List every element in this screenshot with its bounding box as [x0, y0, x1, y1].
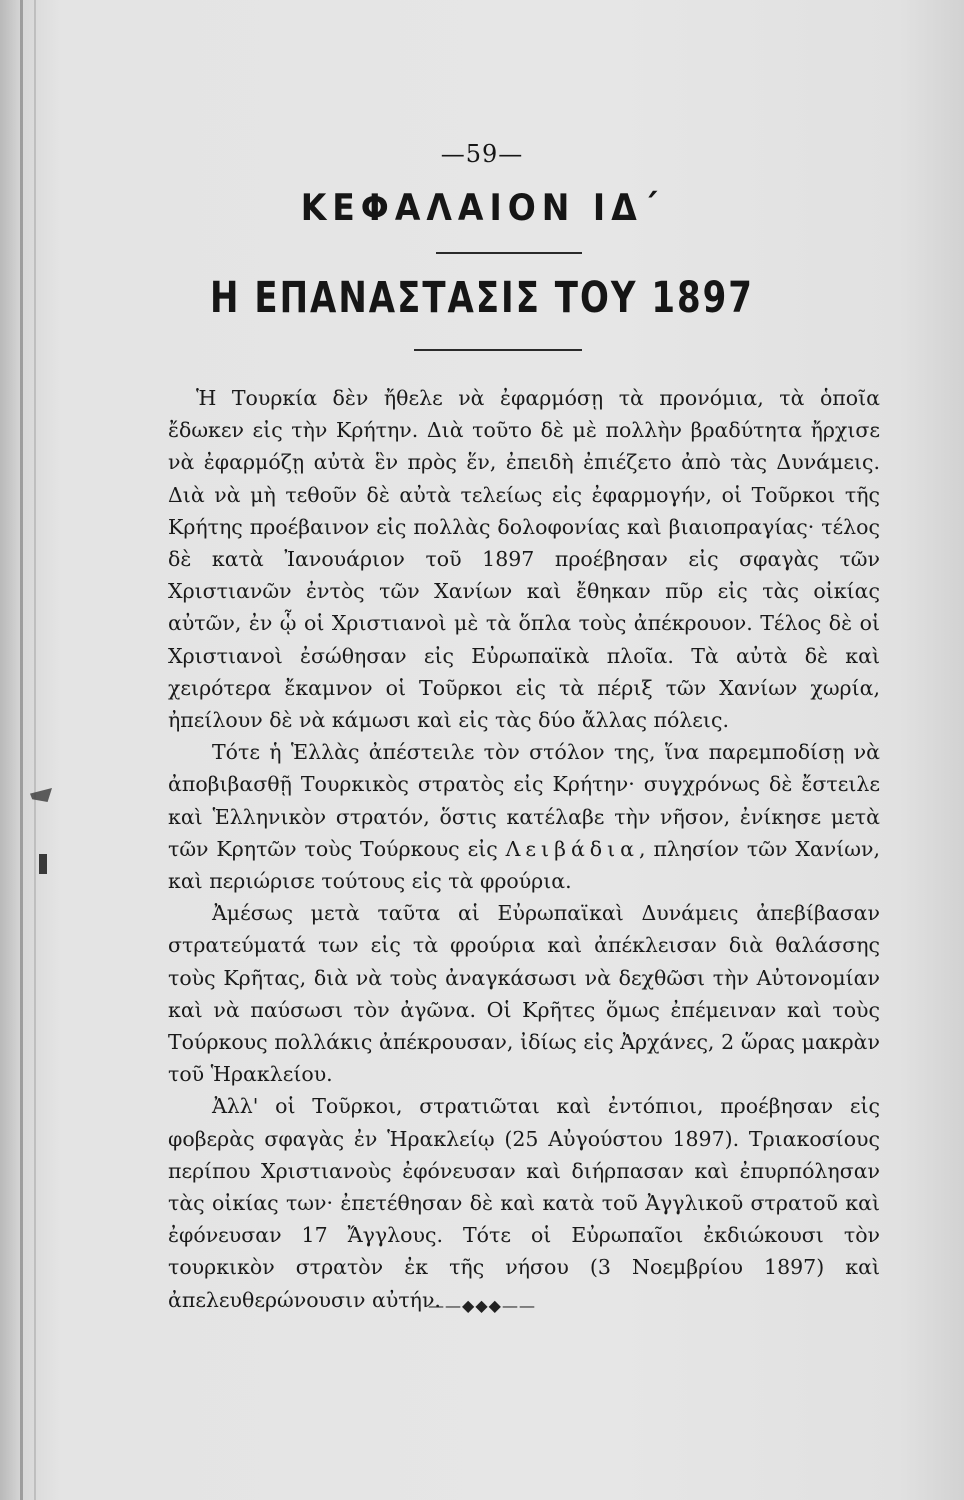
paragraph-2-text-b: , πλησίον τῶν Χανίων, καὶ περιώρισε τούτους εἰς τὰ φρούρια.: [168, 836, 880, 894]
chapter-heading: ΚΕΦΑΛΑΙΟΝ ΙΔ΄: [300, 186, 664, 229]
heading-rule: [436, 252, 582, 254]
paragraph-1: Ἡ Τουρκία δὲν ἤθελε νὰ ἐφαρμόσῃ τὰ προνόμια, τὰ ὁποῖα ἔδωκεν εἰς τὴν Κρήτην. Διὰ τοῦτο δὲ μὲ πολλὴν βραδύτητα ἤρχισε νὰ ἐφαρμόζῃ αὐτὰ ἓν πρὸς ἕν, ἐπειδὴ ἐπιέζετο ἀπὸ τὰς Δυνάμεις. Διὰ νὰ μὴ τεθοῦν δὲ αὐτὰ τελείως εἰς ἐφαρμογήν, οἱ Τοῦρκοι τῆς Κρήτης προέβαινον εἰς πολλὰς δολοφονίας καὶ βιαιοπραγίας· τέλος δὲ κατὰ Ἰανουάριον τοῦ 1897 προέβησαν εἰς σφαγὰς τῶν Χριστιανῶν ἐντὸς τῶν Χανίων καὶ ἔθηκαν πῦρ εἰς τὰς οἰκίας αὐτῶν, ἐν ᾧ οἱ Χριστιανοὶ μὲ τὰ ὅπλα τοὺς ἀπέκρουον. Τέλος δὲ οἱ Χριστιανοὶ ἐσώθησαν εἰς Εὐρωπαϊκὰ πλοῖα. Τὰ αὐτὰ δὲ καὶ χειρότερα ἔκαμνον οἱ Τοῦρκοι εἰς τὰ πέριξ τῶν Χανίων χωρία, ἠπείλουν δὲ νὰ κάμωσι καὶ εἰς τὰς δύο ἄλλας πόλεις.: [168, 386, 880, 733]
paragraph-4: Ἀλλ' οἱ Τοῦρκοι, στρατιῶται καὶ ἐντόπιοι, προέβησαν εἰς φοβερὰς σφαγὰς ἐν Ἡρακλείῳ (25 Αὐγούστου 1897). Τριακοσίους περίπου Χριστιανοὺς ἐφόνευσαν καὶ διήρπασαν καὶ ἐπυρπόλησαν τὰς οἰκίας των· ἐπετέθησαν δὲ καὶ κατὰ τοῦ Ἀγγλικοῦ στρατοῦ καὶ ἐφόνευσαν 17 Ἄγγλους. Τότε οἱ Εὐρωπαῖοι ἐκδιώκουσι τὸν τουρκικὸν στρατὸν ἐκ τῆς νήσου (3 Νοεμβρίου 1897) καὶ ἀπελευθερώνουσιν αὐτήν.: [168, 1094, 880, 1312]
page-number: —59—: [440, 140, 524, 168]
end-ornament: ——◆◆◆——: [428, 1296, 536, 1315]
place-name-leivadia: Λειβάδια: [505, 836, 640, 861]
section-title: Η ΕΠΑΝΑΣΤΑΣΙΣ ΤΟΥ 1897: [210, 273, 754, 323]
title-rule: [414, 349, 582, 351]
body-text: [168, 382, 880, 1316]
margin-mark: [39, 854, 47, 874]
paragraph-2-text-a: Τότε ἡ Ἑλλὰς ἀπέστειλε τὸν στόλον της, ἵνα παρεμποδίσῃ νὰ ἀποβιβασθῇ Τουρκικὸς στρατὸς εἰς Κρήτην· συγχρόνως δὲ ἔστειλε καὶ Ἑλληνικὸν στρατόν, ὅστις κατέλαβε τὴν νῆσον, ἐνίκησε μετὰ τῶν Κρητῶν τοὺς Τούρκους εἰς: [168, 740, 880, 861]
paragraph-2: [168, 736, 880, 897]
paragraph-3: Ἀμέσως μετὰ ταῦτα αἱ Εὐρωπαϊκαὶ Δυνάμεις ἀπεβίβασαν στρατεύματά των εἰς τὰ φρούρια καὶ ἀπέκλεισαν διὰ θαλάσσης τοὺς Κρῆτας, διὰ νὰ τοὺς ἀναγκάσωσι νὰ δεχθῶσι τὴν Αὐτονομίαν καὶ νὰ παύσωσι τὸν ἀγῶνα. Οἱ Κρῆτες ὅμως ἐπέμειναν καὶ τοὺς Τούρκους πολλάκις ἀπέκρουσαν, ἰδίως εἰς Ἀρχάνες, 2 ὥρας μακρὰν τοῦ Ἡρακλείου.: [168, 901, 880, 1087]
